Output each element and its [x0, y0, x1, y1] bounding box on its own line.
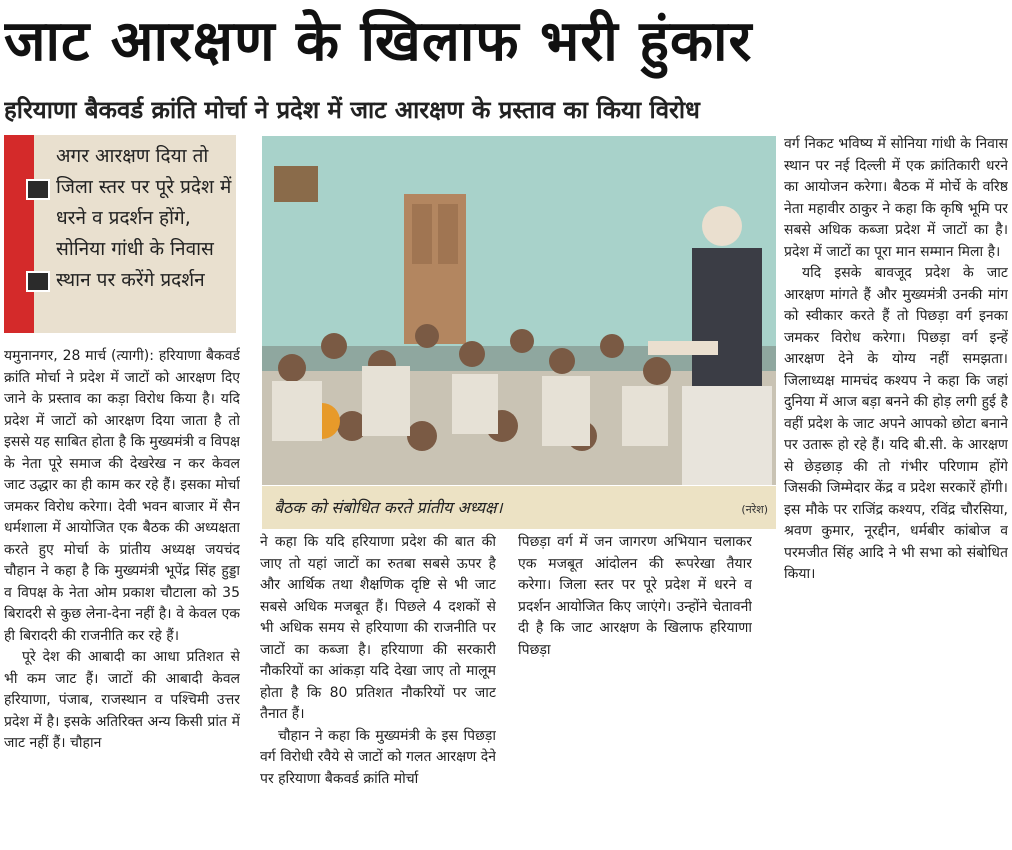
- square-bullet-icon: [26, 179, 50, 200]
- article-column-2: [260, 532, 496, 848]
- article-paragraph: वर्ग निकट भविष्य में सोनिया गांधी के निवास स्थान पर नई दिल्ली में एक क्रांतिकारी धरने का आयोजन करेगा। बैठक में मोर्चे के वरिष्ठ नेता महावीर ठाकुर ने कहा कि कृषि भूमि पर सबसे अधिक कब्जा प्रदेश में जाटों का है। प्रदेश में जाटों का पूरा मान सम्मान मिला है।: [784, 136, 1008, 260]
- callout-box: [4, 135, 236, 333]
- callout-accent-bar: [4, 135, 34, 333]
- article-paragraph: पिछड़ा वर्ग में जन जागरण अभियान चलाकर एक मजबूत आंदोलन की रूपरेखा तैयार करेगा। जिला स्तर पर पूरे प्रदेश में धरने व प्रदर्शन आयोजित किए जाएंगे। उन्होंने चेतावनी दी है कि जाट आरक्षण के खिलाफ हरियाणा पिछड़ा: [518, 534, 752, 658]
- article-column-3: [518, 532, 752, 848]
- photo-caption: बैठक को संबोधित करते प्रांतीय अध्यक्ष।: [274, 498, 503, 517]
- article-column-4: [784, 134, 1008, 848]
- headline: जाट आरक्षण के खिलाफ भरी हुंकार: [4, 9, 753, 74]
- article-paragraph: यमुनानगर, 28 मार्च (त्यागी): हरियाणा बैकवर्ड क्रांति मोर्चा ने प्रदेश में जाटों को आरक्षण दिए जाने के प्रस्ताव का कड़ा विरोध किया है। यदि प्रदेश में जाटों को आरक्षण दिया जाता है तो इससे यह साबित होता है कि मुख्यमंत्री व विपक्ष के नेता पूरे समाज की देखरेख न कर केवल जाट उद्धार का ही काम कर रहे हैं। इसका मोर्चा जमकर विरोध करेगा। देवी भवन बाजार में सैन धर्मशाला में आयोजित एक बैठक की अध्यक्षता करते हुए मोर्चा के प्रांतीय अध्यक्ष जयचंद चौहान ने कहा है कि मुख्यमंत्री भूपेंद्र सिंह हुड्डा व विपक्ष के नेता ओम प्रकाश चौटाला को 35 बिरादरी से कुछ लेना-देना नहीं है। वे केवल एक ही बिरादरी की राजनीति कर रहे हैं।: [4, 348, 240, 644]
- callout-text: अगर आरक्षण दिया तो जिला स्तर पर पूरे प्रदेश में धरने व प्रदर्शन होंगे, सोनिया गांधी के निवास स्थान पर करेंगे प्रदर्शन: [56, 145, 232, 291]
- news-photo: [262, 136, 776, 485]
- photo-caption-box: [262, 486, 776, 529]
- article-column-1: [4, 346, 240, 846]
- article-paragraph: पूरे देश की आबादी का आधा प्रतिशत से भी कम जाट हैं। जाटों की आबादी केवल हरियाणा, पंजाब, राजस्थान व पश्चिमी उत्तर प्रदेश में है। इसके अतिरिक्त अन्य किसी प्रांत में जाट नहीं हैं। चौहान: [4, 649, 240, 751]
- article-paragraph: चौहान ने कहा कि मुख्यमंत्री के इस पिछड़ा वर्ग विरोधी रवैये से जाटों को गलत आरक्षण देने पर हरियाणा बैकवर्ड क्रांति मोर्चा: [260, 727, 496, 787]
- article-paragraph: यदि इसके बावजूद प्रदेश के जाट आरक्षण मांगते हैं और मुख्यमंत्री उनकी मांग को स्वीकार करते हैं तो पिछड़ा वर्ग इनका जमकर विरोध करेगा। पिछड़ा वर्ग इन्हें आरक्षण देने के योग्य नहीं समझता। जिलाध्यक्ष मामचंद कश्यप ने कहा कि जहां दुनिया में आज बड़ा बनने की होड़ लगी हुई है वहीं प्रदेश के जाट अपने आपको छोटा बनाने पर उतारू हो रहे हैं। यदि बी.सी. के आरक्षण से छेड़छाड़ की तो गंभीर परिणाम होंगे जिसकी जिम्मेदार केंद्र व प्रदेश सरकारें होंगी। इस मौके पर राजिंद्र कश्यप, रविंद्र चौरसिया, श्रवण कुमार, नूरद्दीन, धर्मबीर कांबोज व परमजीत सिंह आदि ने भी सभा को संबोधित किया।: [784, 265, 1008, 582]
- article-paragraph: ने कहा कि यदि हरियाणा प्रदेश की बात की जाए तो यहां जाटों का रुतबा सबसे ऊपर है और आर्थिक तथा शैक्षणिक दृष्टि से भी जाट सबसे अधिक मजबूत हैं। पिछले 4 दशकों से भी अधिक समय से हरियाणा की राजनीति पर जाटों का कब्जा है। हरियाणा की सरकारी नौकरियों का आंकड़ा यदि देखा जाए तो मालूम होता है कि 80 प्रतिशत नौकरियों पर जाट तैनात हैं।: [260, 534, 496, 722]
- subheadline: हरियाणा बैकवर्ड क्रांति मोर्चा ने प्रदेश में जाट आरक्षण के प्रस्ताव का किया विरोध: [4, 96, 700, 124]
- photo-credit: (नरेश): [741, 503, 768, 516]
- square-bullet-icon: [26, 271, 50, 292]
